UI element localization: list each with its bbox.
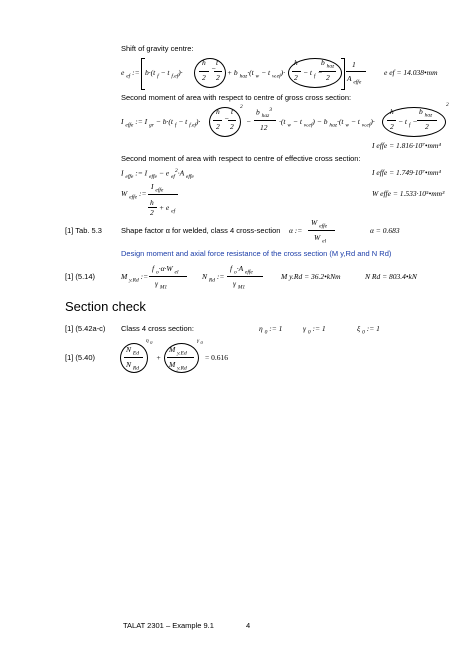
axial-resistance-result: N Rd = 803.4•kN [365, 272, 417, 281]
footer-title: TALAT 2301 – Example 9.1 [123, 621, 214, 630]
eta-value: η $_0$ := 1 [259, 324, 283, 336]
gross-inertia-result: I effe = 1.816·10⁷•mm⁴ [372, 141, 441, 150]
shape-factor-ref: [1] Tab. 5.3 [65, 226, 102, 235]
section-modulus-result: W effe = 1.533·10⁵•mm³ [372, 189, 445, 198]
gravity-shift-heading: Shift of gravity centre: [121, 44, 194, 53]
design-resistance-heading: Design moment and axial force resistance of the cross section (M y,Rd and N Rd) [121, 249, 392, 258]
eff-inertia-heading: Second moment of area with respect to centre of effective cross section: [121, 154, 361, 163]
moment-resistance-result: M y.Rd = 36.2•kNm [281, 272, 341, 281]
eff-inertia-result-1: I effe = 1.749·10⁷•mm⁴ [372, 168, 441, 177]
class4-text: Class 4 cross section: [121, 324, 194, 333]
shape-factor-result: α = 0.683 [370, 226, 400, 235]
gross-inertia-heading: Second moment of area with respect to centre of gross cross section: [121, 93, 352, 102]
design-resistance-ref: [1] (5.14) [65, 272, 96, 281]
document-page: Shift of gravity centre: e $_{ef}$ := b·(t $_f$ − t $_{f.ef}$)· h 2 − t 2 + b $_{haz}$·(t $_w$ − t $_{w.ef}$)· h 2 − t $_f$ − b $_{haz}$ 2 1 A $_{effe}$ e ef = 14.038•mm Second moment of area with respect to centre of gross cross section: I $_{effe}$ := I $_{gr}$ − b·(t $_f$ − t $_{f.ef}$)· h 2 − t 2 2 − b $_{haz}^3$ 12 ·(t $_w$ − t $_{w.ef}$) − b $_{haz}$·(t $_w$ − t $_{w.ef}$)· h 2 − t $_f$ − b $_{haz}$ 2 2 I effe = 1.816·10⁷•mm⁴ Second moment of area with respect to centre of effective cross section: I $_{effe}$ := I $_{effe}$ − e $_{ef}^2$·A $_{effe}$ I effe = 1.749·10⁷•mm⁴ W $_{effe}$ := I $_{effe}$ h 2 + e $_{ef}$ W effe = 1.533·10⁵•mm³ [1] Tab. 5.3 Shape factor α for welded, class 4 cross-section α := W $_{effe}$ W $_{el}$ α = 0.683 Design moment and axial force resistance of the cross section (M y,Rd and N Rd) [1] (5.14) M $_{y.Rd}$ := f $_o$·α·W $_{el}$ γ $_{M1}$ N $_{Rd}$ := f $_o$·A $_{effe}$ γ $_{M1}$ M y.Rd = 36.2•kNm N Rd = 803.4•kN Section check [1] (5.42a-c) Class 4 cross section: η $_0$ := 1 γ $_0$ := 1 ξ $_0$ := 1 [1] (5.40) N $_{Ed}$ N $_{Rd}$ η $_0$ + M $_{y.Ed}$ M $_{y.Rd}$ γ $_0$ = 0.616 TALAT 2301 – Example 9.1 4 [65, 44, 449, 630]
gamma-value: γ $_0$ := 1 [303, 324, 326, 336]
eff-inertia-formula-1: I $_{effe}$ := I $_{effe}$ − e $_{ef}^2$·A $_{effe}$ [121, 168, 194, 180]
xi-value: ξ $_0$ := 1 [357, 324, 380, 336]
class4-ref: [1] (5.42a-c) [65, 324, 106, 333]
gravity-shift-result: e ef = 14.038•mm [384, 68, 438, 77]
page-number: 4 [246, 621, 251, 630]
section-check-title: Section check [65, 299, 146, 314]
shape-factor-text: Shape factor α for welded, class 4 cross-section [121, 226, 281, 235]
interaction-ref: [1] (5.40) [65, 353, 96, 362]
